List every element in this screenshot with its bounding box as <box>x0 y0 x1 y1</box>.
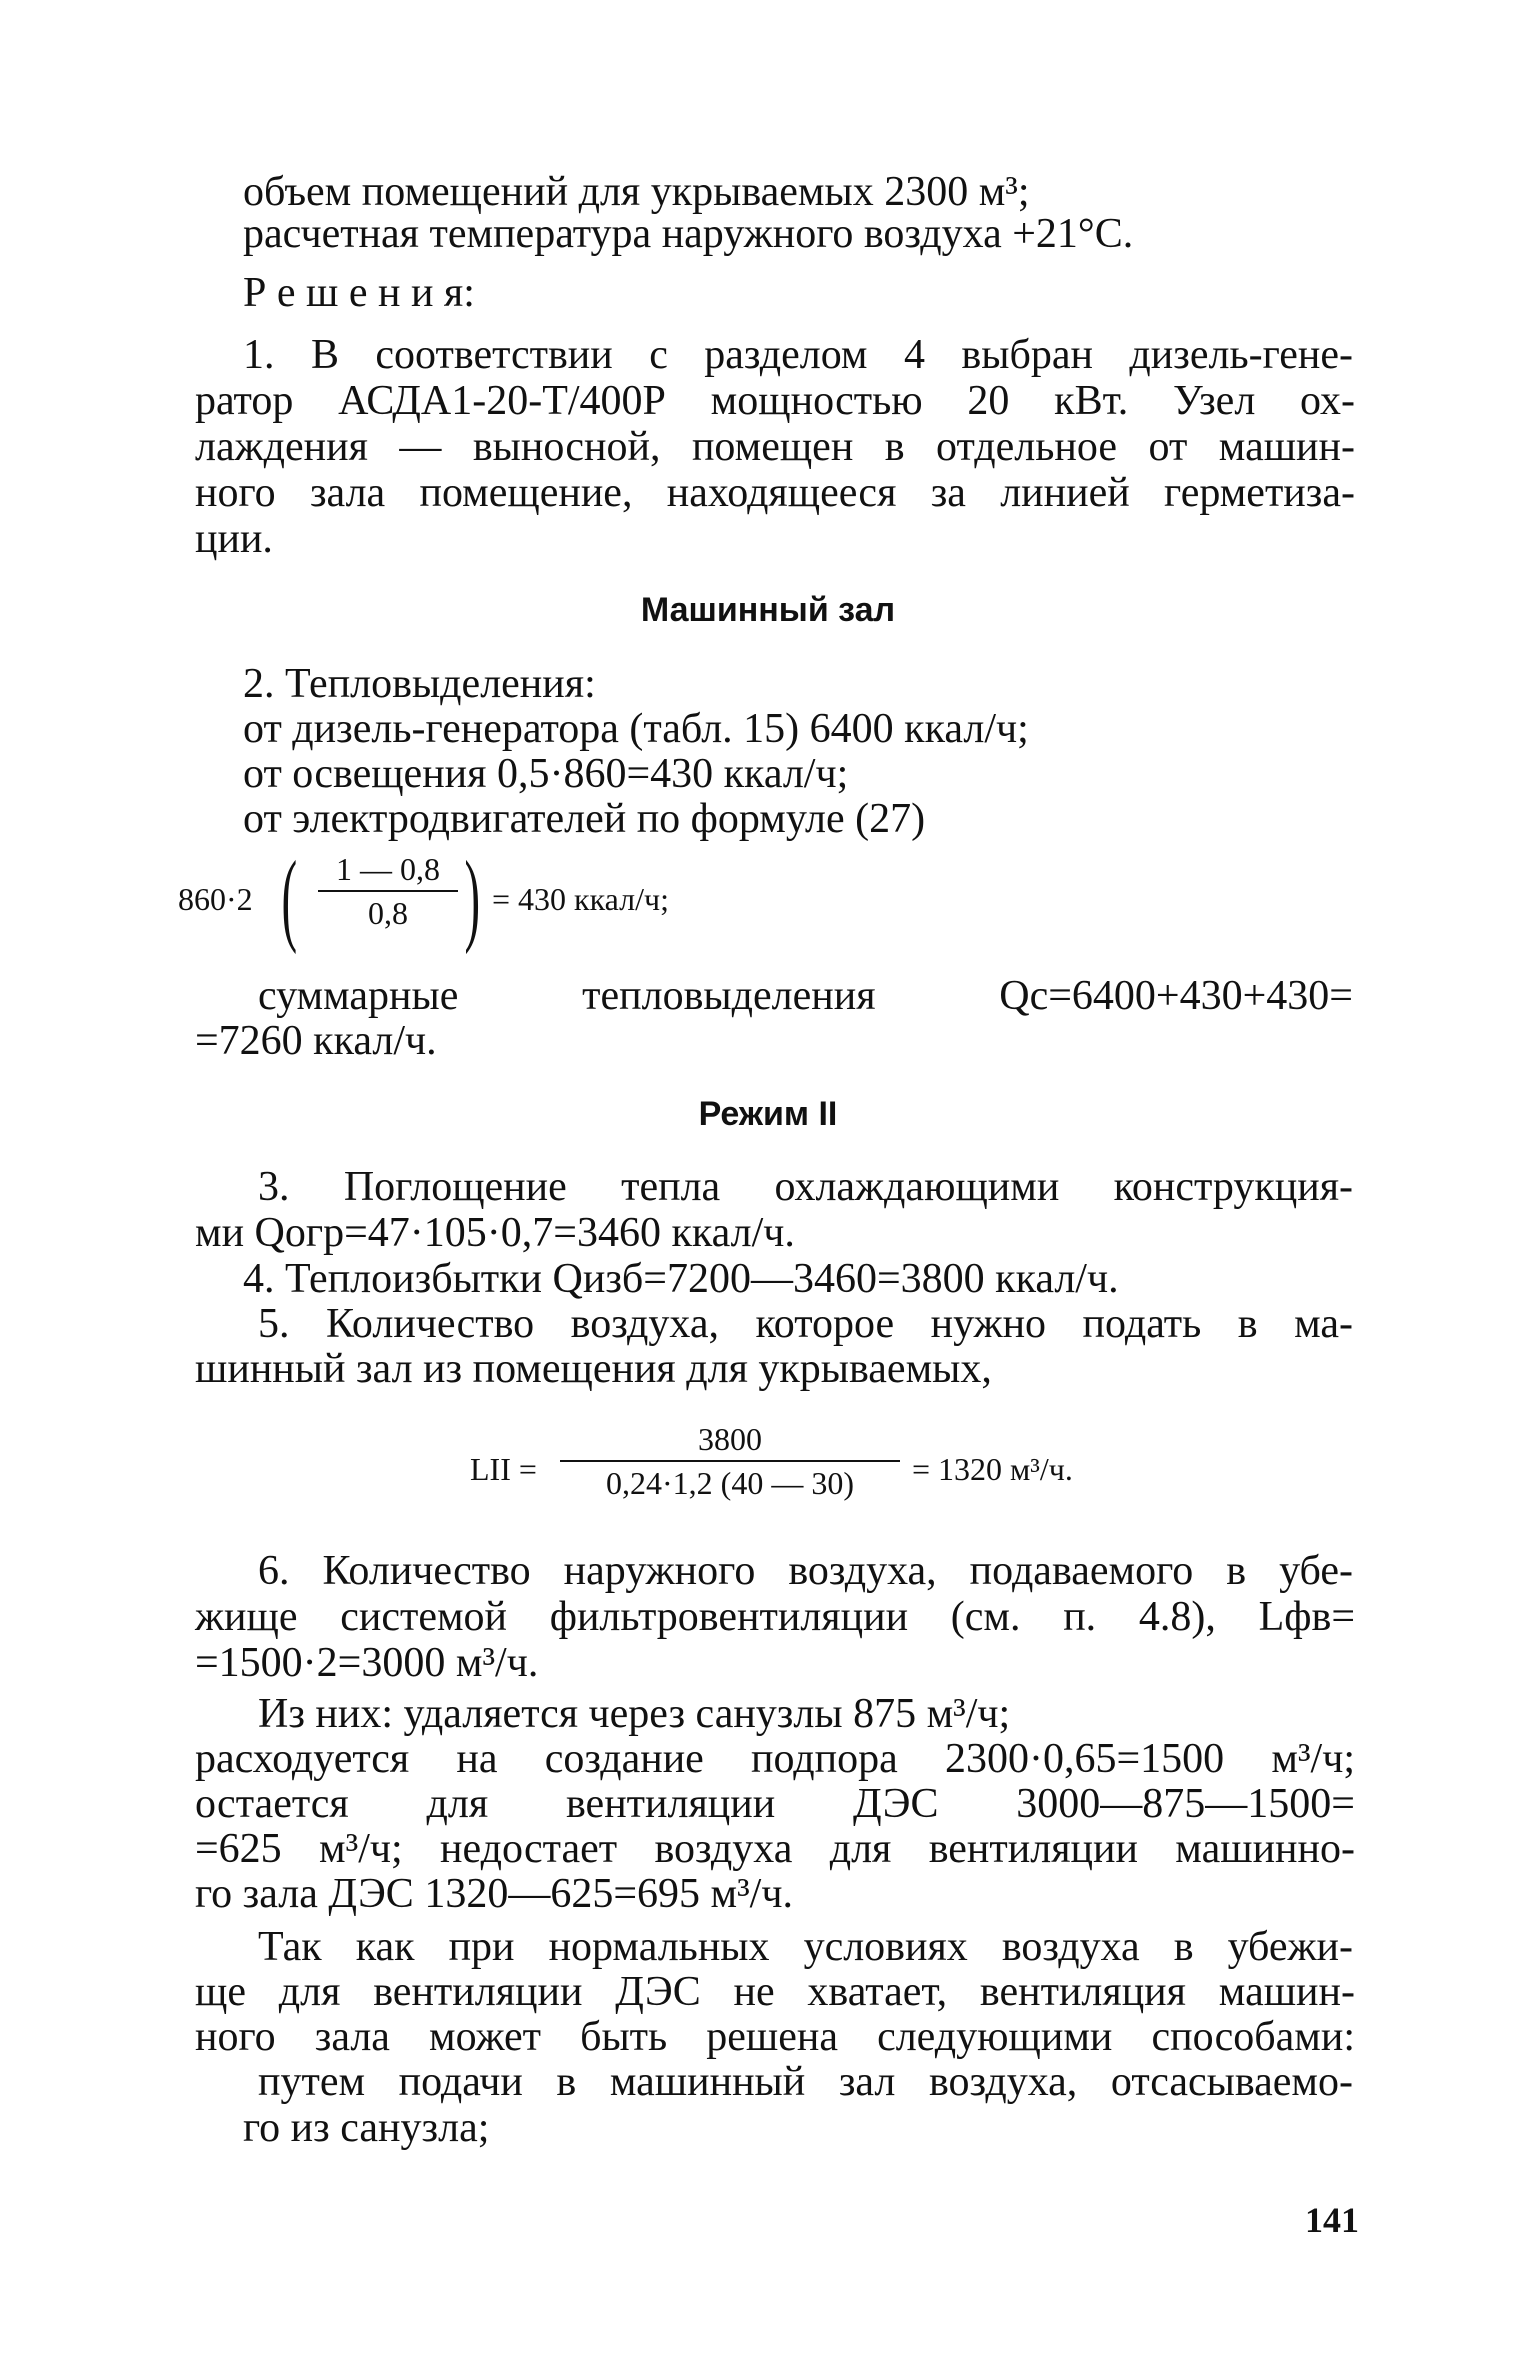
text-line: объем помещений для укрываемых 2300 м³; <box>243 169 1030 215</box>
fraction-numerator: 3800 <box>698 1421 762 1457</box>
text-line: шинный зал из помещения для укрываемых, <box>195 1346 992 1392</box>
fraction-denominator: 0,24·1,2 (40 — 30) <box>606 1465 854 1501</box>
formula-result: = 430 ккал/ч; <box>492 881 669 917</box>
text-line: остается для вентиляции ДЭС 3000—875—1500= <box>195 1781 1355 1827</box>
text-line: =1500·2=3000 м³/ч. <box>195 1640 539 1686</box>
text-line: 1. В соответствии с разделом 4 выбран дизель-гене- <box>243 332 1353 378</box>
fraction-bar <box>560 1460 900 1462</box>
text-line: ного зала помещение, находящееся за линией герметиза- <box>195 470 1355 516</box>
text-line: Так как при нормальных условиях воздуха в убежи- <box>258 1924 1353 1970</box>
text-line: расходуется на создание подпора 2300·0,65=1500 м³/ч; <box>195 1736 1355 1782</box>
page-number: 141 <box>1305 2200 1359 2240</box>
section-heading: Режим II <box>698 1095 838 1133</box>
formula-result: = 1320 м³/ч. <box>912 1451 1073 1487</box>
text-line: =7260 ккал/ч. <box>195 1018 437 1064</box>
text-line: 3. Поглощение тепла охлаждающими конструкция- <box>258 1164 1353 1210</box>
text-line: 6. Количество наружного воздуха, подаваемого в убе- <box>258 1548 1353 1594</box>
text-line: го из санузла; <box>243 2105 490 2151</box>
text-line: от дизель-генератора (табл. 15) 6400 ккал/ч; <box>243 706 1029 752</box>
text-line: го зала ДЭС 1320—625=695 м³/ч. <box>195 1871 793 1917</box>
section-heading: Машинный зал <box>640 591 896 629</box>
text-line: лаждения — выносной, помещен в отдельное от машин- <box>195 424 1355 470</box>
text-line: 4. Теплоизбытки Qизб=7200—3460=3800 ккал/ч. <box>243 1256 1119 1302</box>
text-line: путем подачи в машинный зал воздуха, отсасываемо- <box>258 2059 1353 2105</box>
text-line: 2. Тепловыделения: <box>243 661 596 707</box>
text-line: расчетная температура наружного воздуха +21°С. <box>243 211 1134 257</box>
text-line: от электродвигателей по формуле (27) <box>243 796 926 842</box>
fraction-denominator: 0,8 <box>368 895 408 931</box>
left-paren: ( <box>281 840 298 955</box>
text-line: Р е ш е н и я: <box>243 270 475 316</box>
formula-lhs: LII = <box>470 1451 537 1487</box>
fraction-numerator: 1 — 0,8 <box>336 851 440 887</box>
text-line: Из них: удаляется через санузлы 875 м³/ч; <box>258 1691 1011 1737</box>
fraction-bar <box>318 890 458 892</box>
text-line: ного зала может быть решена следующими способами: <box>195 2014 1355 2060</box>
fraction <box>560 1420 900 1502</box>
text-line: ратор АСДА1-20-Т/400Р мощностью 20 кВт. Узел ох- <box>195 378 1355 424</box>
formula-prefix: 860·2 <box>178 881 253 917</box>
text-line: от освещения 0,5·860=430 ккал/ч; <box>243 751 849 797</box>
right-paren: ) <box>464 840 481 955</box>
text-line: ми Qогр=47·105·0,7=3460 ккал/ч. <box>195 1210 795 1256</box>
text-line: ще для вентиляции ДЭС не хватает, вентиляция машин- <box>195 1969 1355 2015</box>
fraction <box>318 850 458 932</box>
text-line: =625 м³/ч; недостает воздуха для вентиляции машинно- <box>195 1826 1355 1872</box>
text-line: 5. Количество воздуха, которое нужно подать в ма- <box>258 1301 1353 1347</box>
text-line: жище системой фильтровентиляции (см. п. 4.8), Lфв= <box>195 1594 1355 1640</box>
text-line: ции. <box>195 516 273 562</box>
text-line: суммарные тепловыделения Qс=6400+430+430= <box>258 973 1353 1019</box>
